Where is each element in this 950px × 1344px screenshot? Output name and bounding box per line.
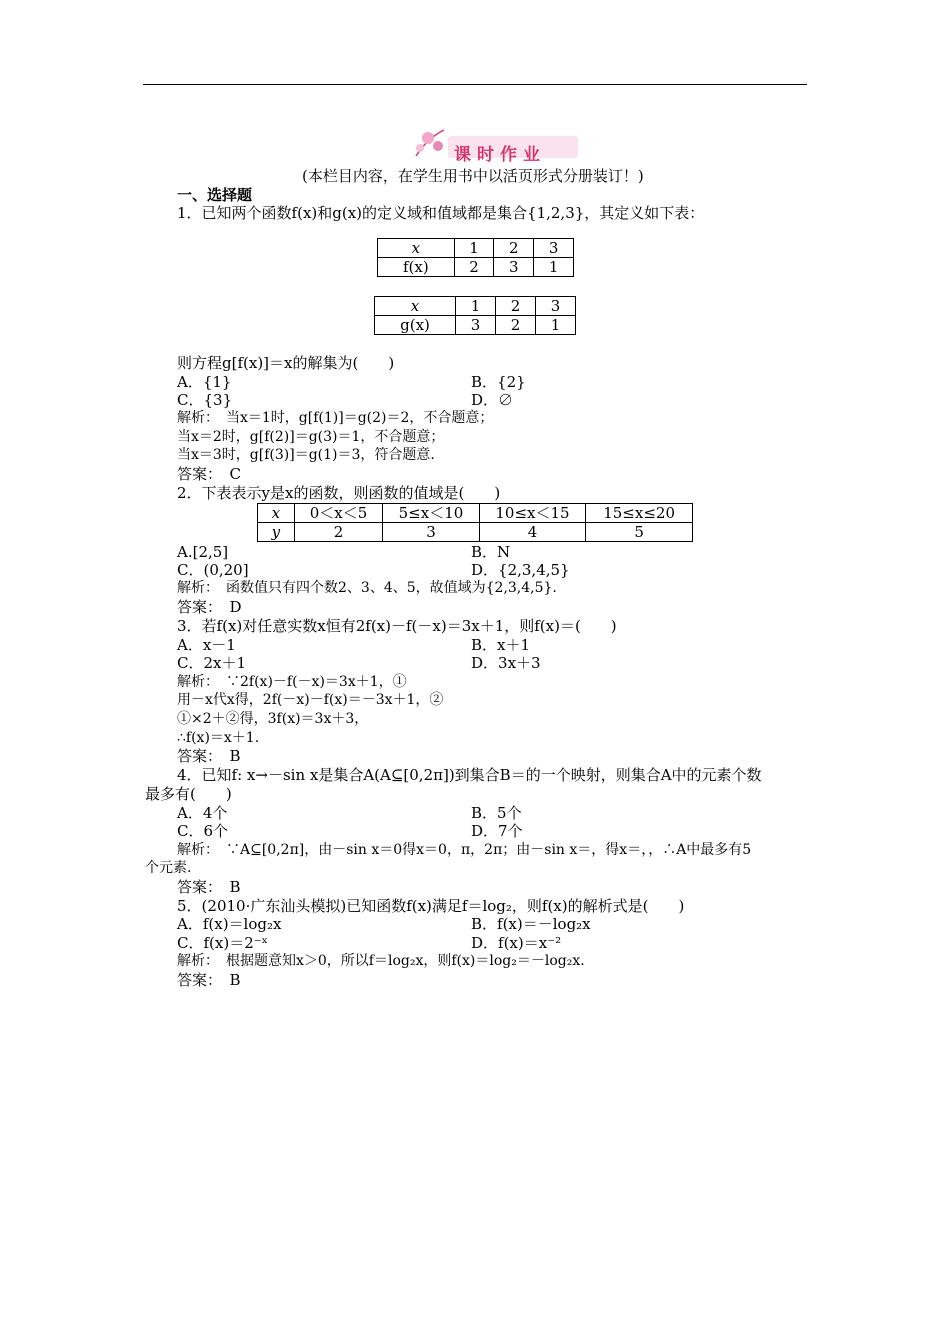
table-cell: 3 <box>534 239 574 258</box>
q2-stem: 2．下表表示y是x的函数，则函数的值域是( ) <box>177 484 501 502</box>
table-cell: 4 <box>479 523 586 542</box>
q4-option-b: B．5个 <box>471 804 522 822</box>
table-cell: 5≤x＜10 <box>383 504 480 523</box>
banner-title: 课时作业 <box>454 145 546 165</box>
table-cell: 10≤x＜15 <box>479 504 586 523</box>
table-row <box>375 297 576 316</box>
table-cell: f(x) <box>378 258 455 277</box>
table-cell: g(x) <box>375 316 456 335</box>
q3-solution-2: 用－x代x得，2f(－x)－f(x)＝－3x＋1，② <box>177 692 444 708</box>
q3-solution-4: ∴f(x)＝x＋1. <box>177 730 260 746</box>
q4-solution-2: 个元素. <box>145 860 192 876</box>
q1-answer: 答案： C <box>177 465 241 483</box>
table-cell: 2 <box>496 297 536 316</box>
table-cell: 1 <box>456 297 496 316</box>
table-row <box>258 523 693 542</box>
table-cell: x <box>258 504 295 523</box>
q2-option-d: D．{2,3,4,5} <box>471 561 570 579</box>
q1-solution-3: 当x＝3时，g[f(3)]＝g(1)＝3，符合题意. <box>177 447 435 463</box>
table-cell: 1 <box>536 316 576 335</box>
q2-answer: 答案： D <box>177 598 242 616</box>
table-cell: 2 <box>454 258 494 277</box>
binding-note: (本栏目内容，在学生用书中以活页形式分册装订！) <box>302 167 644 185</box>
q1-ask: 则方程g[f(x)]＝x的解集为( ) <box>177 354 395 372</box>
q3-stem: 3．若f(x)对任意实数x恒有2f(x)－f(－x)＝3x＋1，则f(x)＝( ) <box>177 617 617 635</box>
table-row <box>378 239 574 258</box>
q4-stem-1: 4．已知f: x→－sin x是集合A(A⊆[0,2π])到集合B＝的一个映射，则集合A中的元素个数 <box>177 766 762 784</box>
q4-solution-1: 解析： ∵A⊆[0,2π]，由－sin x＝0得x＝0，π，2π；由－sin x＝，得x＝，，∴A中最多有5 <box>177 842 752 858</box>
q1-option-c: C．{3} <box>177 391 233 409</box>
q4-option-a: A．4个 <box>177 804 228 822</box>
q4-option-d: D．7个 <box>471 822 523 840</box>
table-cell: x <box>378 239 455 258</box>
q2-option-c: C．(0,20] <box>177 561 249 579</box>
table-g <box>374 296 576 335</box>
q1-option-d: D．∅ <box>471 391 514 409</box>
table-row <box>378 258 574 277</box>
q1-option-a: A．{1} <box>177 373 232 391</box>
section-heading: 一、选择题 <box>177 186 253 204</box>
q5-option-d: D．f(x)＝x⁻² <box>471 934 562 952</box>
table-cell: 3 <box>536 297 576 316</box>
q4-stem-2: 最多有( ) <box>145 785 232 803</box>
table-cell: 15≤x≤20 <box>586 504 693 523</box>
table-cell: 0＜x＜5 <box>294 504 382 523</box>
q5-option-b: B．f(x)＝－log₂x <box>471 915 591 933</box>
q2-solution-1: 解析： 函数值只有四个数2、3、4、5，故值域为{2,3,4,5}. <box>177 580 557 596</box>
table-cell: 3 <box>494 258 534 277</box>
q3-option-d: D．3x＋3 <box>471 654 541 672</box>
q5-answer: 答案： B <box>177 971 241 989</box>
q4-answer: 答案： B <box>177 878 241 896</box>
table-y-x <box>257 503 693 542</box>
table-cell: 1 <box>534 258 574 277</box>
q3-option-c: C．2x＋1 <box>177 654 247 672</box>
table-cell: 3 <box>383 523 480 542</box>
table-cell: 5 <box>586 523 693 542</box>
table-cell: 2 <box>496 316 536 335</box>
table-cell: y <box>258 523 295 542</box>
table-cell: x <box>375 297 456 316</box>
q1-stem: 1．已知两个函数f(x)和g(x)的定义域和值域都是集合{1,2,3}，其定义如下表： <box>177 204 705 222</box>
table-cell: 2 <box>494 239 534 258</box>
table-cell: 3 <box>456 316 496 335</box>
q3-solution-3: ①×2＋②得，3f(x)＝3x＋3， <box>177 711 369 727</box>
q1-solution-2: 当x＝2时，g[f(2)]＝g(3)＝1，不合题意； <box>177 429 445 445</box>
table-cell: 1 <box>454 239 494 258</box>
table-row <box>375 316 576 335</box>
table-f <box>377 238 574 277</box>
q2-option-a: A.[2,5] <box>177 543 229 561</box>
q1-option-b: B．{2} <box>471 373 526 391</box>
q1-solution-1: 解析： 当x＝1时，g[f(1)]＝g(2)＝2，不合题意； <box>177 410 494 426</box>
q4-option-c: C．6个 <box>177 822 229 840</box>
q3-option-b: B．x＋1 <box>471 636 531 654</box>
q3-option-a: A．x－1 <box>177 636 236 654</box>
table-row <box>258 504 693 523</box>
q5-option-a: A．f(x)＝log₂x <box>177 915 282 933</box>
q3-solution-1: 解析： ∵2f(x)－f(－x)＝3x＋1，① <box>177 674 407 690</box>
q2-option-b: B．N <box>471 543 511 561</box>
table-cell: 2 <box>294 523 382 542</box>
q5-stem: 5．(2010·广东汕头模拟)已知函数f(x)满足f＝log₂，则f(x)的解析式是( ) <box>177 897 685 915</box>
q5-solution-1: 解析： 根据题意知x＞0，所以f＝log₂x，则f(x)＝log₂＝－log₂x. <box>177 953 585 969</box>
top-rule <box>143 84 807 85</box>
q5-option-c: C．f(x)＝2⁻ˣ <box>177 934 269 952</box>
q3-answer: 答案： B <box>177 747 241 765</box>
